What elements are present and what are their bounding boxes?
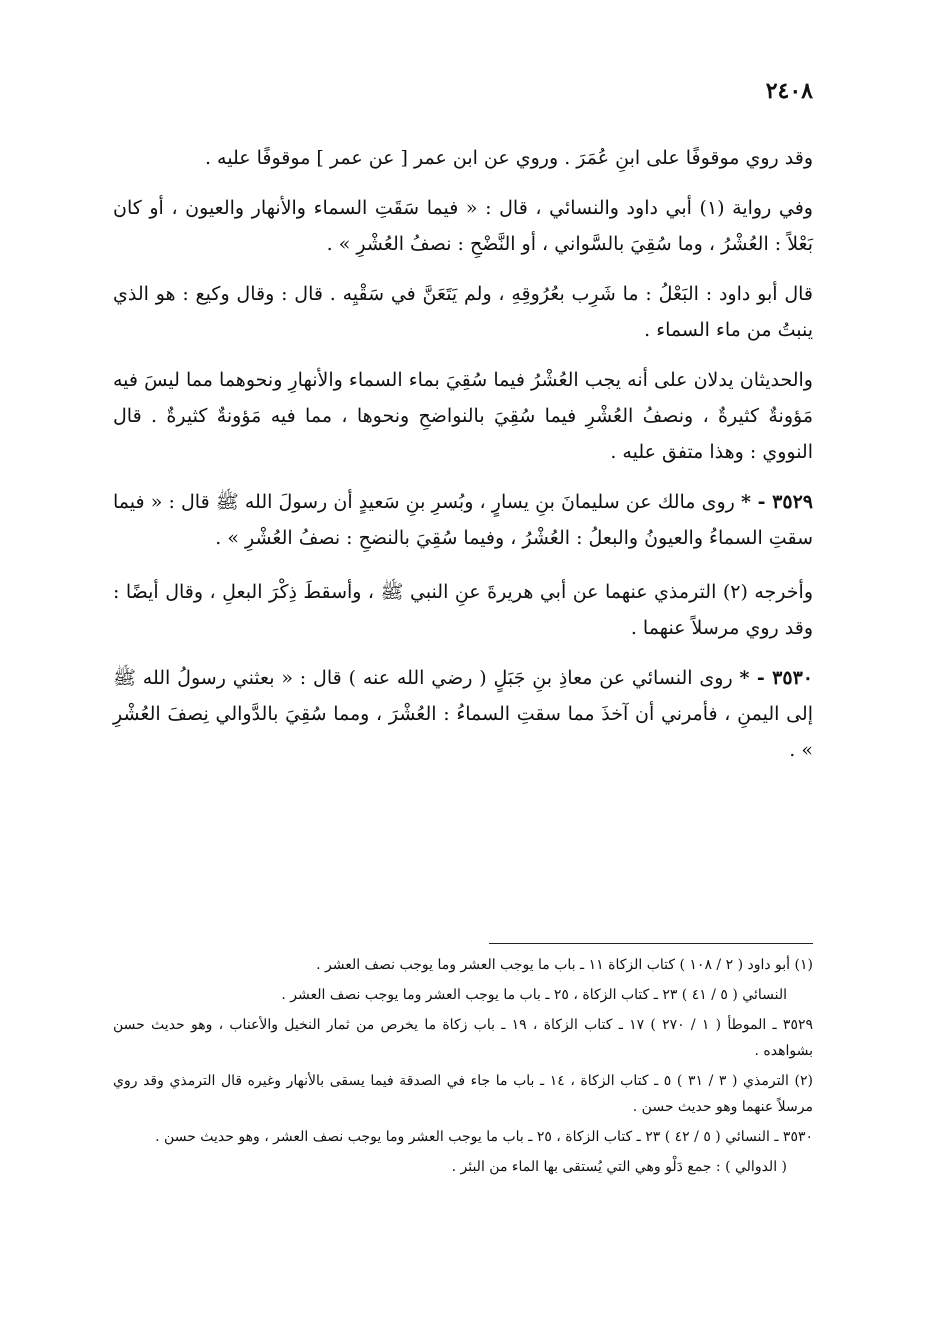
paragraph-3: قال أبو داود : البَعْلُ : ما شَرِب بعُرُوقِهِ ، ولم يَتَعَنَّ في سَقْيِه . قال : وقال وكيع : هو الذي ينبتُ من ماء السماء . [113,283,813,341]
page-number: ٢٤٠٨ [765,78,813,104]
footnotes [113,952,813,1184]
paragraph-1: وقد روي موقوفًا على ابنِ عُمَرَ . وروي عن ابن عمر [ عن عمر ] موقوفًا عليه . [204,147,813,169]
paragraph-after-3529: وأخرجه (٢) الترمذي عنهما عن أبي هريرةَ عنِ النبي ﷺ ، وأسقطَ ذِكْرَ البعلِ ، وقال أيضًا : وقد روي مرسلاً عنهما . [113,581,813,639]
footnote: ٣٥٣٠ ـ النسائي ( ٥ / ٤٢ ) ٢٣ ـ كتاب الزكاة ، ٢٥ ـ باب ما يوجب العشر وما يوجب نصف العشر ، وهو حديث حسن . [155,1129,813,1145]
hadith-text-3530: روى النسائي عن معاذِ بنِ جَبَلٍ ( رضي الله عنه ) قال : « بعثني رسولُ الله ﷺ إلى اليمنِ ، فأمرني أن آخذَ مما سقتِ السماءُ : العُشْرَ ، ومما سُقِيَ بالدَّوالي نِصفَ العُشْرِ » . [113,667,813,761]
hadith-text-3529: روى مالك عن سليمانَ بنِ يسارٍ ، وبُسرِ بنِ سَعيدٍ أن رسولَ الله ﷺ قال : « فيما سقتِ السماءُ والعيونُ والبعلُ : العُشْرُ ، وفيما سُقِيَ بالنضحِ : نصفُ العُشْرِ » . [113,491,813,549]
paragraph-4: والحديثان يدلان على أنه يجب العُشْرُ فيما سُقِيَ بماء السماء والأنهارِ ونحوهما مما ليسَ فيه مَؤونةٌ كثيرةٌ ، ونصفُ العُشْرِ فيما سُقِيَ بالنواضحِ ونحوها ، مما فيه مَؤونةٌ كثيرةٌ . قال النووي : وهذا متفق عليه . [113,369,813,463]
footnote: ٣٥٢٩ ـ الموطأ ( ١ / ٢٧٠ ) ١٧ ـ كتاب الزكاة ، ١٩ ـ باب زكاة ما يخرص من ثمار النخيل والأعناب ، وهو حديث حسن بشواهده . [113,1017,813,1059]
footnote: النسائي ( ٥ / ٤١ ) ٢٣ ـ كتاب الزكاة ، ٢٥ ـ باب ما يوجب العشر وما يوجب نصف العشر . [281,987,787,1003]
footnote: (١) أبو داود ( ٢ / ١٠٨ ) كتاب الزكاة ١١ ـ باب ما يوجب العشر وما يوجب نصف العشر . [316,957,813,973]
footnote: ( الدوالي ) : جمع دَلْو وهي التي يُستقى بها الماء من البئر . [451,1159,787,1175]
hadith-number-3529: ٣٥٢٩ - * [740,491,813,513]
footnotes-divider [489,943,813,944]
paragraph-2: وفي رواية (١) أبي داود والنسائي ، قال : « فيما سَقَتِ السماء والأنهار والعيون ، أو كان بَعْلاً : العُشْرُ ، وما سُقِيَ بالسَّواني ، أو النَّضْحِ : نصفُ العُشْرِ » . [113,197,813,255]
hadith-number-3530: ٣٥٣٠ - * [739,667,813,689]
footnote: (٢) الترمذي ( ٣ / ٣١ ) ٥ ـ كتاب الزكاة ، ١٤ ـ باب ما جاء في الصدقة فيما يسقى بالأنهار وغيره قال الترمذي وقد روي مرسلاً عنهما وهو حديث حسن . [113,1073,813,1115]
hadith-3529 [113,484,813,556]
main-text [113,140,813,782]
hadith-3530 [113,660,813,768]
